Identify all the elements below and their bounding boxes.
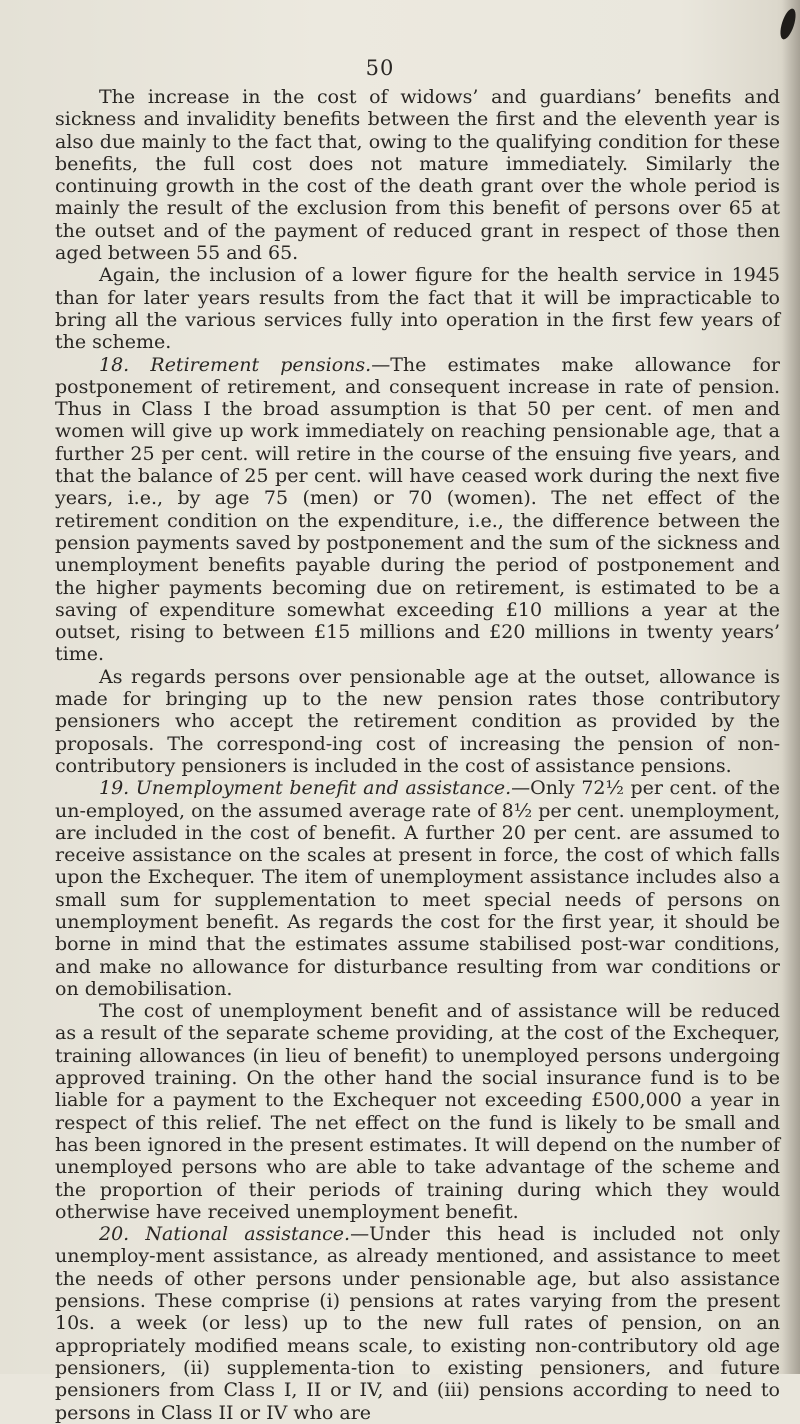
paragraph-unemployment-benefit bbox=[55, 777, 780, 1000]
paragraph bbox=[55, 1000, 780, 1223]
paragraph bbox=[55, 86, 780, 264]
paragraph bbox=[55, 264, 780, 353]
paragraph bbox=[55, 666, 780, 777]
paragraph-text: As regards persons over pensionable age at the outset, allowance is made for bringing up to the new pension rates those contributory pensioners who accept the retirement condition as provided by the proposals. The correspond-ing cost of increasing the pension of non-contributory pensioners is included in the cost of assistance pensions. bbox=[55, 665, 780, 777]
section-heading: 18. Retirement pensions. bbox=[99, 353, 372, 376]
paragraph-national-assistance bbox=[55, 1223, 780, 1424]
paragraph-retirement-pensions bbox=[55, 354, 780, 666]
page-number: 50 bbox=[365, 56, 395, 80]
paragraph-text: Again, the inclusion of a lower figure for the health service in 1945 than for later years results from the fact that it will be impracticable to bring all the various services fully into operation in the first few years of the scheme. bbox=[55, 264, 780, 354]
section-heading: 19. Unemployment benefit and assistance. bbox=[99, 777, 512, 800]
body-text bbox=[55, 86, 780, 1424]
section-heading: 20. National assistance. bbox=[99, 1223, 351, 1246]
paragraph-text: The increase in the cost of widows’ and guardians’ benefits and sickness and invalidity benefits between the first and the eleventh year is also due mainly to the fact that, owing to the qualifying condition for these benefits, the full cost does not mature immediately. Similarly the continuing growth in the cost of the death grant over the whole period is mainly the result of the exclusion from this benefit of persons over 65 at the outset and of the payment of reduced grant in respect of those then aged between 55 and 65. bbox=[55, 86, 780, 265]
paragraph-text: —The estimates make allowance for postponement of retirement, and consequent increase in rate of pension. Thus in Class I the broad assumption is that 50 per cent. of men and women will give up work immediately on reaching pensionable age, that a further 25 per cent. will retire in the course of the ensuing five years, and that the balance of 25 per cent. will have ceased work during the next five years, i.e., by age 75 (men) or 70 (women). The net effect of the retirement condition on the expenditure, i.e., the difference between the pension payments saved by postponement and the sum of the sickness and unemployment benefits payable during the period of postponement and the higher payments becoming due on retirement, is estimated to be a saving of expenditure somewhat exceeding £10 millions a year at the outset, rising to between £15 millions and £20 millions in twenty years’ time. bbox=[55, 353, 781, 666]
page-edge-shadow bbox=[782, 0, 800, 1374]
paragraph-text: —Under this head is included not only unemploy-ment assistance, as already mentioned, and assistance to meet the needs of other persons under pensionable age, but also assistance pensions. These comprise (i) pensions at rates varying from the present 10s. a week (or less) up to the new full rates of pension, on an appropriately modified means scale, to existing non-contributory old age pensioners, (ii) supplementa-tion to existing pensioners, and future pensioners from Class I, II or IV, and (iii) pensions according to need to persons in Class II or IV who are bbox=[55, 1223, 780, 1424]
paragraph-text: —Only 72½ per cent. of the un-employed, on the assumed average rate of 8½ per cent. unemployment, are included in the cost of benefit. A further 20 per cent. are assumed to receive assistance on the scales at present in force, the cost of which falls upon the Exchequer. The item of unemployment assistance includes also a small sum for supplementation to meet special needs of persons on unemployment benefit. As regards the cost for the first year, it should be borne in mind that the estimates assume stabilised post-war conditions, and make no allowance for disturbance resulting from war conditions or on demobilisation. bbox=[55, 777, 780, 1000]
paragraph-text: The cost of unemployment benefit and of assistance will be reduced as a result of the separate scheme providing, at the cost of the Exchequer, training allowances (in lieu of benefit) to unemployed persons undergoing approved training. On the other hand the social insurance fund is to be liable for a payment to the Exchequer not exceeding £500,000 a year in respect of this relief. The net effect on the fund is likely to be small and has been ignored in the present estimates. It will depend on the number of unemployed persons who are able to take advantage of the scheme and the proportion of their periods of training during which they would otherwise have received unemployment benefit. bbox=[55, 1000, 780, 1223]
